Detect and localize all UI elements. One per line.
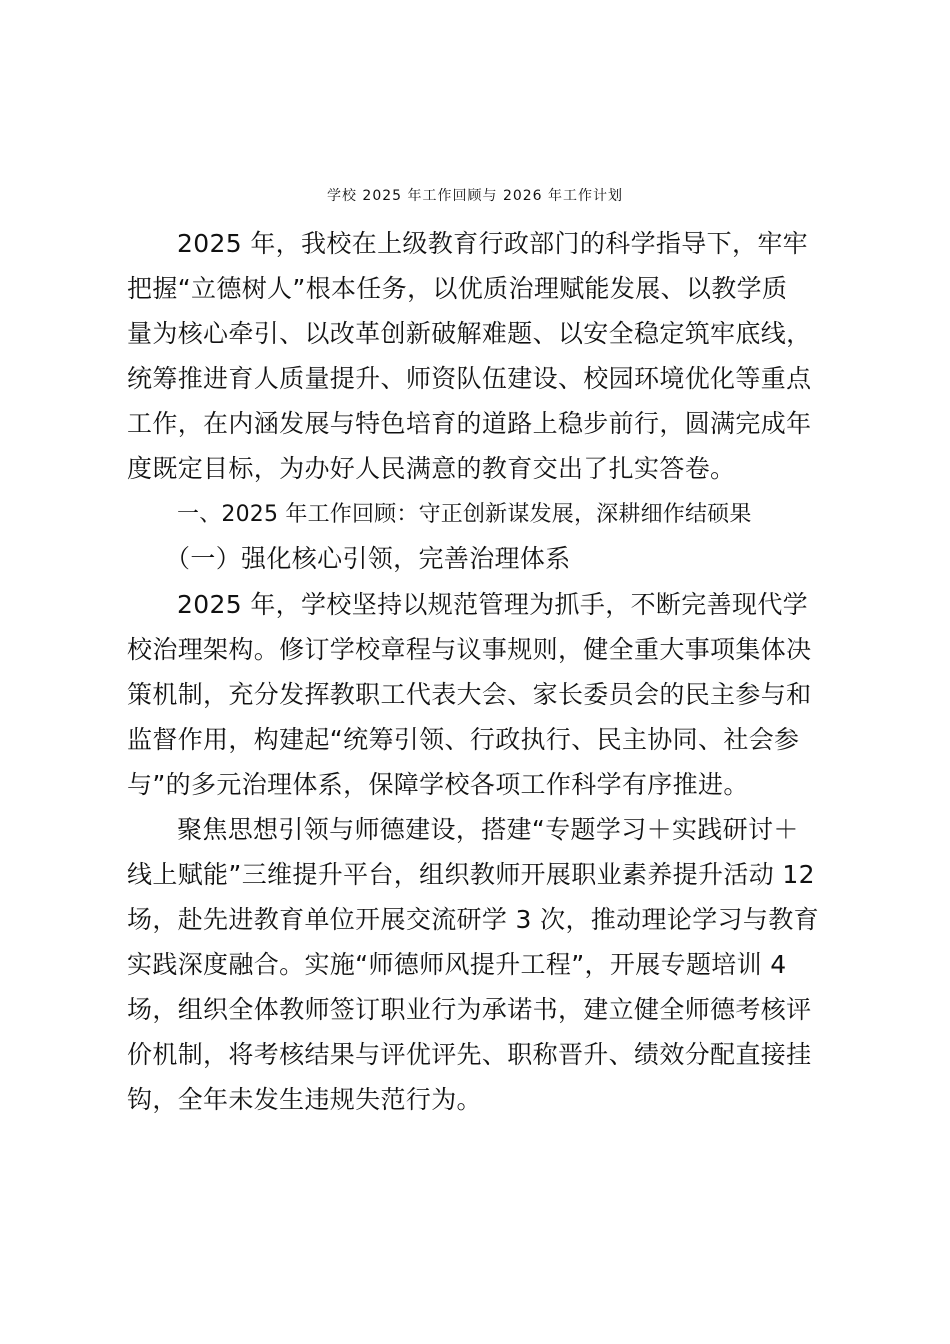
- paragraph1-line-4: 监督作用，构建起“统筹引领、行政执行、民主协同、社会参: [127, 725, 800, 754]
- paragraph1-line-5: 与”的多元治理体系，保障学校各项工作科学有序推进。: [127, 770, 749, 799]
- paragraph2-line-3: 场，赴先进教育单位开展交流研学 3 次，推动理论学习与教育: [127, 905, 819, 934]
- intro-line-6: 度既定目标，为办好人民满意的教育交出了扎实答卷。: [127, 454, 736, 483]
- paragraph2-line-2: 线上赋能”三维提升平台，组织教师开展职业素养提升活动 12: [127, 860, 815, 889]
- paragraph2-line-7: 钩，全年未发生违规失范行为。: [127, 1085, 482, 1114]
- section-heading: 一、2025 年工作回顾：守正创新谋发展，深耕细作结硕果: [177, 502, 752, 527]
- intro-line-4: 统筹推进育人质量提升、师资队伍建设、校园环境优化等重点: [127, 364, 812, 393]
- intro-line-1: 2025 年，我校在上级教育行政部门的科学指导下，牢牢: [177, 229, 809, 258]
- paragraph2-line-1: 聚焦思想引领与师德建设，搭建“专题学习＋实践研讨＋: [177, 815, 799, 844]
- intro-line-3: 量为核心牵引、以改革创新破解难题、以安全稳定筑牢底线，: [127, 319, 812, 348]
- paragraph1-line-3: 策机制，充分发挥教职工代表大会、家长委员会的民主参与和: [127, 680, 812, 709]
- intro-line-5: 工作，在内涵发展与特色培育的道路上稳步前行，圆满完成年: [127, 409, 812, 438]
- document-title: 学校 2025 年工作回顾与 2026 年工作计划: [326, 188, 624, 204]
- subsection-heading: （一）强化核心引领，完善治理体系: [165, 544, 571, 573]
- intro-line-2: 把握“立德树人”根本任务，以优质治理赋能发展、以教学质: [127, 274, 788, 303]
- paragraph1-line-1: 2025 年，学校坚持以规范管理为抓手，不断完善现代学: [177, 590, 809, 619]
- paragraph1-line-2: 校治理架构。修订学校章程与议事规则，健全重大事项集体决: [127, 635, 812, 664]
- paragraph2-line-6: 价机制，将考核结果与评优评先、职称晋升、绩效分配直接挂: [127, 1040, 812, 1069]
- paragraph2-line-4: 实践深度融合。实施“师德师风提升工程”，开展专题培训 4: [127, 950, 787, 979]
- paragraph2-line-5: 场，组织全体教师签订职业行为承诺书，建立健全师德考核评: [127, 995, 812, 1024]
